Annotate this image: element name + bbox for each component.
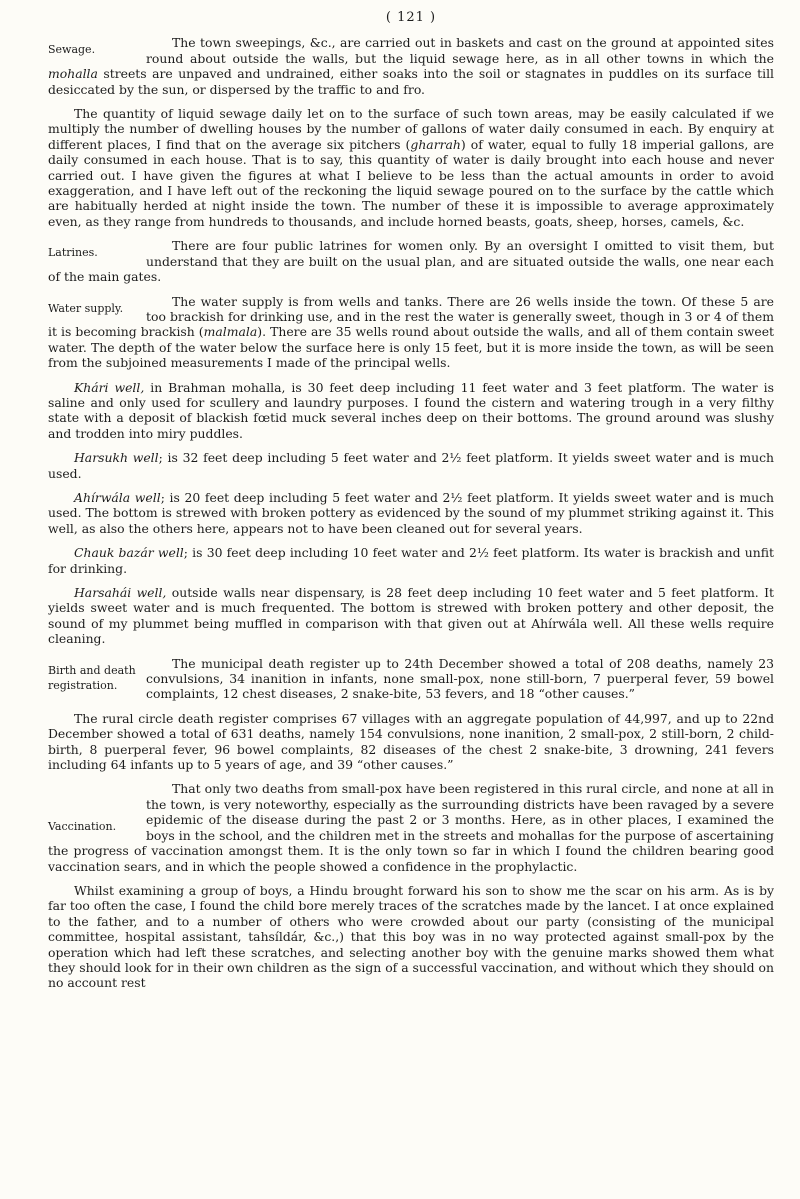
- italic-term: malmala: [203, 324, 258, 340]
- text-run: The water supply is from wells and tanks. There are 26 wells inside the town. Of these 5 are too brackish for drinking use, and in the rest the water is generally sweet, though in 3 or 4 of them it is becoming brackish (: [48, 293, 774, 340]
- well-name: Harsahái well,: [74, 585, 167, 600]
- well-name: Harsukh well: [74, 450, 159, 466]
- text-run: in Brahman mohalla, is 30 feet deep including 11 feet water and 3 feet platform. The water is saline and only used for scullery and laundry purposes. I found the cistern and watering trough in a very filthy state with a deposit of blackish fœtid muck several inches deep on their bottoms. The ground around was slushy and trodden into miry puddles.: [48, 379, 774, 441]
- margin-note-water-supply: Water supply.: [48, 301, 124, 315]
- text-run: The quantity of liquid sewage daily let on to the surface of such town areas, may be easily calculated if we multiply the number of dwelling houses by the number of gallons of water daily consumed in each. By enquiry at different places, I find that on the average six pitchers (: [48, 106, 774, 152]
- text-run: ). There are 35 wells round about outside the walls, and all of them contain sweet water. The depth of the water below the surface here is only 15 feet, but it is more inside the town, as will be seen from the subjoined measurements I made of the principal wells.: [48, 324, 775, 371]
- well-name: Ahírwála well: [74, 489, 161, 505]
- margin-note-birth-death: Birth and death registration.: [48, 663, 136, 693]
- text-run: ; is 32 feet deep including 5 feet water and 2½ feet platform. It yields sweet water and is much used.: [48, 450, 774, 481]
- margin-note-vaccination: Vaccination.: [48, 820, 117, 834]
- paragraph-latrines: There are four public latrines for women only. By an oversight I omitted to visit them, but understand that they are built on the usual plan, and are situated outside the walls, one near each of the main gates.: [48, 238, 774, 285]
- italic-term: mohalla: [48, 66, 98, 82]
- paragraph-vaccination-scar: Whilst examining a group of boys, a Hindu brought forward his son to show me the scar on his arm. As is by far too often the case, I found the child bore merely traces of the scratches made by the lancet. I at once explained to the father, and to a number of others who were crowded about our party (consisting of the municipal committee, hospital assistant, tahsíldár, &c.,) that this boy was in no way protected against small-pox by the operation which had left these scratches, and selecting another boy with the genuine marks showed them what they should look for in their own children as the sign of a successful vaccination, and without which they should on no account rest: [48, 882, 774, 991]
- paragraph-harsukh-well: [48, 450, 774, 481]
- margin-note-latrines: Latrines.: [48, 246, 98, 260]
- paragraph-small-pox: That only two deaths from small-pox have been registered in this rural circle, and none at all in the town, is very noteworthy, especially as the surrounding districts have been ravaged by a severe epidemic of the disease during the past 2 or 3 months. Here, as in other places, I examined the boys in the school, and the children met in the streets and mohallas for the purpose of ascertaining the progress of vaccination amongst them. It is the only town so far in which I found the children bearing good vaccination sears, and in which the people showed a confidence in the prophylactic.: [48, 781, 774, 874]
- well-name: Khári well,: [74, 379, 145, 395]
- italic-term: gharrah: [410, 136, 461, 152]
- text-run: outside walls near dispensary, is 28 feet deep including 10 feet water and 5 feet platform. It yields sweet water and is much frequented. The bottom is strewed with broken pottery and other deposit, the sound of my plummet being muffled in comparison with that given out at Ahírwála well. All these wells require cleaning.: [48, 585, 774, 647]
- text-run: The town sweepings, &c., are carried out in baskets and cast on the ground at appointed sites round about outside the walls, but the liquid sewage here, as in all other towns in which the: [146, 35, 774, 66]
- paragraph-harsahai-well: [48, 585, 774, 647]
- margin-note-sewage: Sewage.: [48, 43, 96, 57]
- paragraph-sewage-quantity: [48, 106, 774, 229]
- paragraph-rural-register: The rural circle death register comprises 67 villages with an aggregate population of 44,997, and up to 22nd December showed a total of 631 deaths, namely 154 convulsions, none inanition, 2 small-pox, 2 still-born, 2 child-birth, 8 puerperal fever, 96 bowel complaints, 82 diseases of the chest 2 snake-bite, 3 drowning, 241 fevers including 64 infants up to 5 years of age, and 39 “other causes.”: [48, 710, 774, 773]
- well-name: Chauk bazár well: [74, 545, 184, 561]
- paragraph-water-supply: [48, 294, 774, 371]
- text-run: ; is 30 feet deep including 10 feet water and 2½ feet platform. Its water is brackish and unfit for drinking.: [48, 545, 774, 576]
- paragraph-death-register: The municipal death register up to 24th December showed a total of 208 deaths, namely 23 convulsions, 34 inanition in infants, none small-pox, none still-born, 7 puerperal fever, 59 bowel complaints, 12 chest diseases, 2 snake-bite, 53 fevers, and 18 “other causes.”: [146, 655, 774, 702]
- paragraph-chauk-bazar-well: [48, 545, 774, 576]
- paragraph-sewage: [48, 35, 774, 97]
- text-run: streets are unpaved and undrained, either soaks into the soil or stagnates in puddles on its surface till desiccated by the sun, or dispersed by the traffic to and fro.: [48, 66, 774, 97]
- paragraph-khari-well: [48, 380, 774, 442]
- text-run: ; is 20 feet deep including 5 feet water and 2½ feet platform. It yields sweet water and is much used. The bottom is strewed with broken pottery as evidenced by the sound of my plummet striking against it. This well, as also the others here, appears not to have been cleaned out for several years.: [48, 489, 774, 536]
- paragraph-ahirwala-well: [48, 490, 774, 536]
- text-run: ) of water, equal to fully 18 imperial gallons, are daily consumed in each house. That is to say, this quantity of water is daily brought into each house and never carried out. I have given the figures at what I believe to be less than the actual amounts in order to avoid exaggeration, and I have left out of the reckoning the liquid sewage poured on to the surface by the cattle which are habitually herded at night inside the town. The number of these it is impossible to average approximately even, as they range from hundreds to thousands, and include horned beasts, goats, sheep, horses, camels, &c.: [48, 136, 774, 229]
- page-number: ( 121 ): [385, 10, 437, 25]
